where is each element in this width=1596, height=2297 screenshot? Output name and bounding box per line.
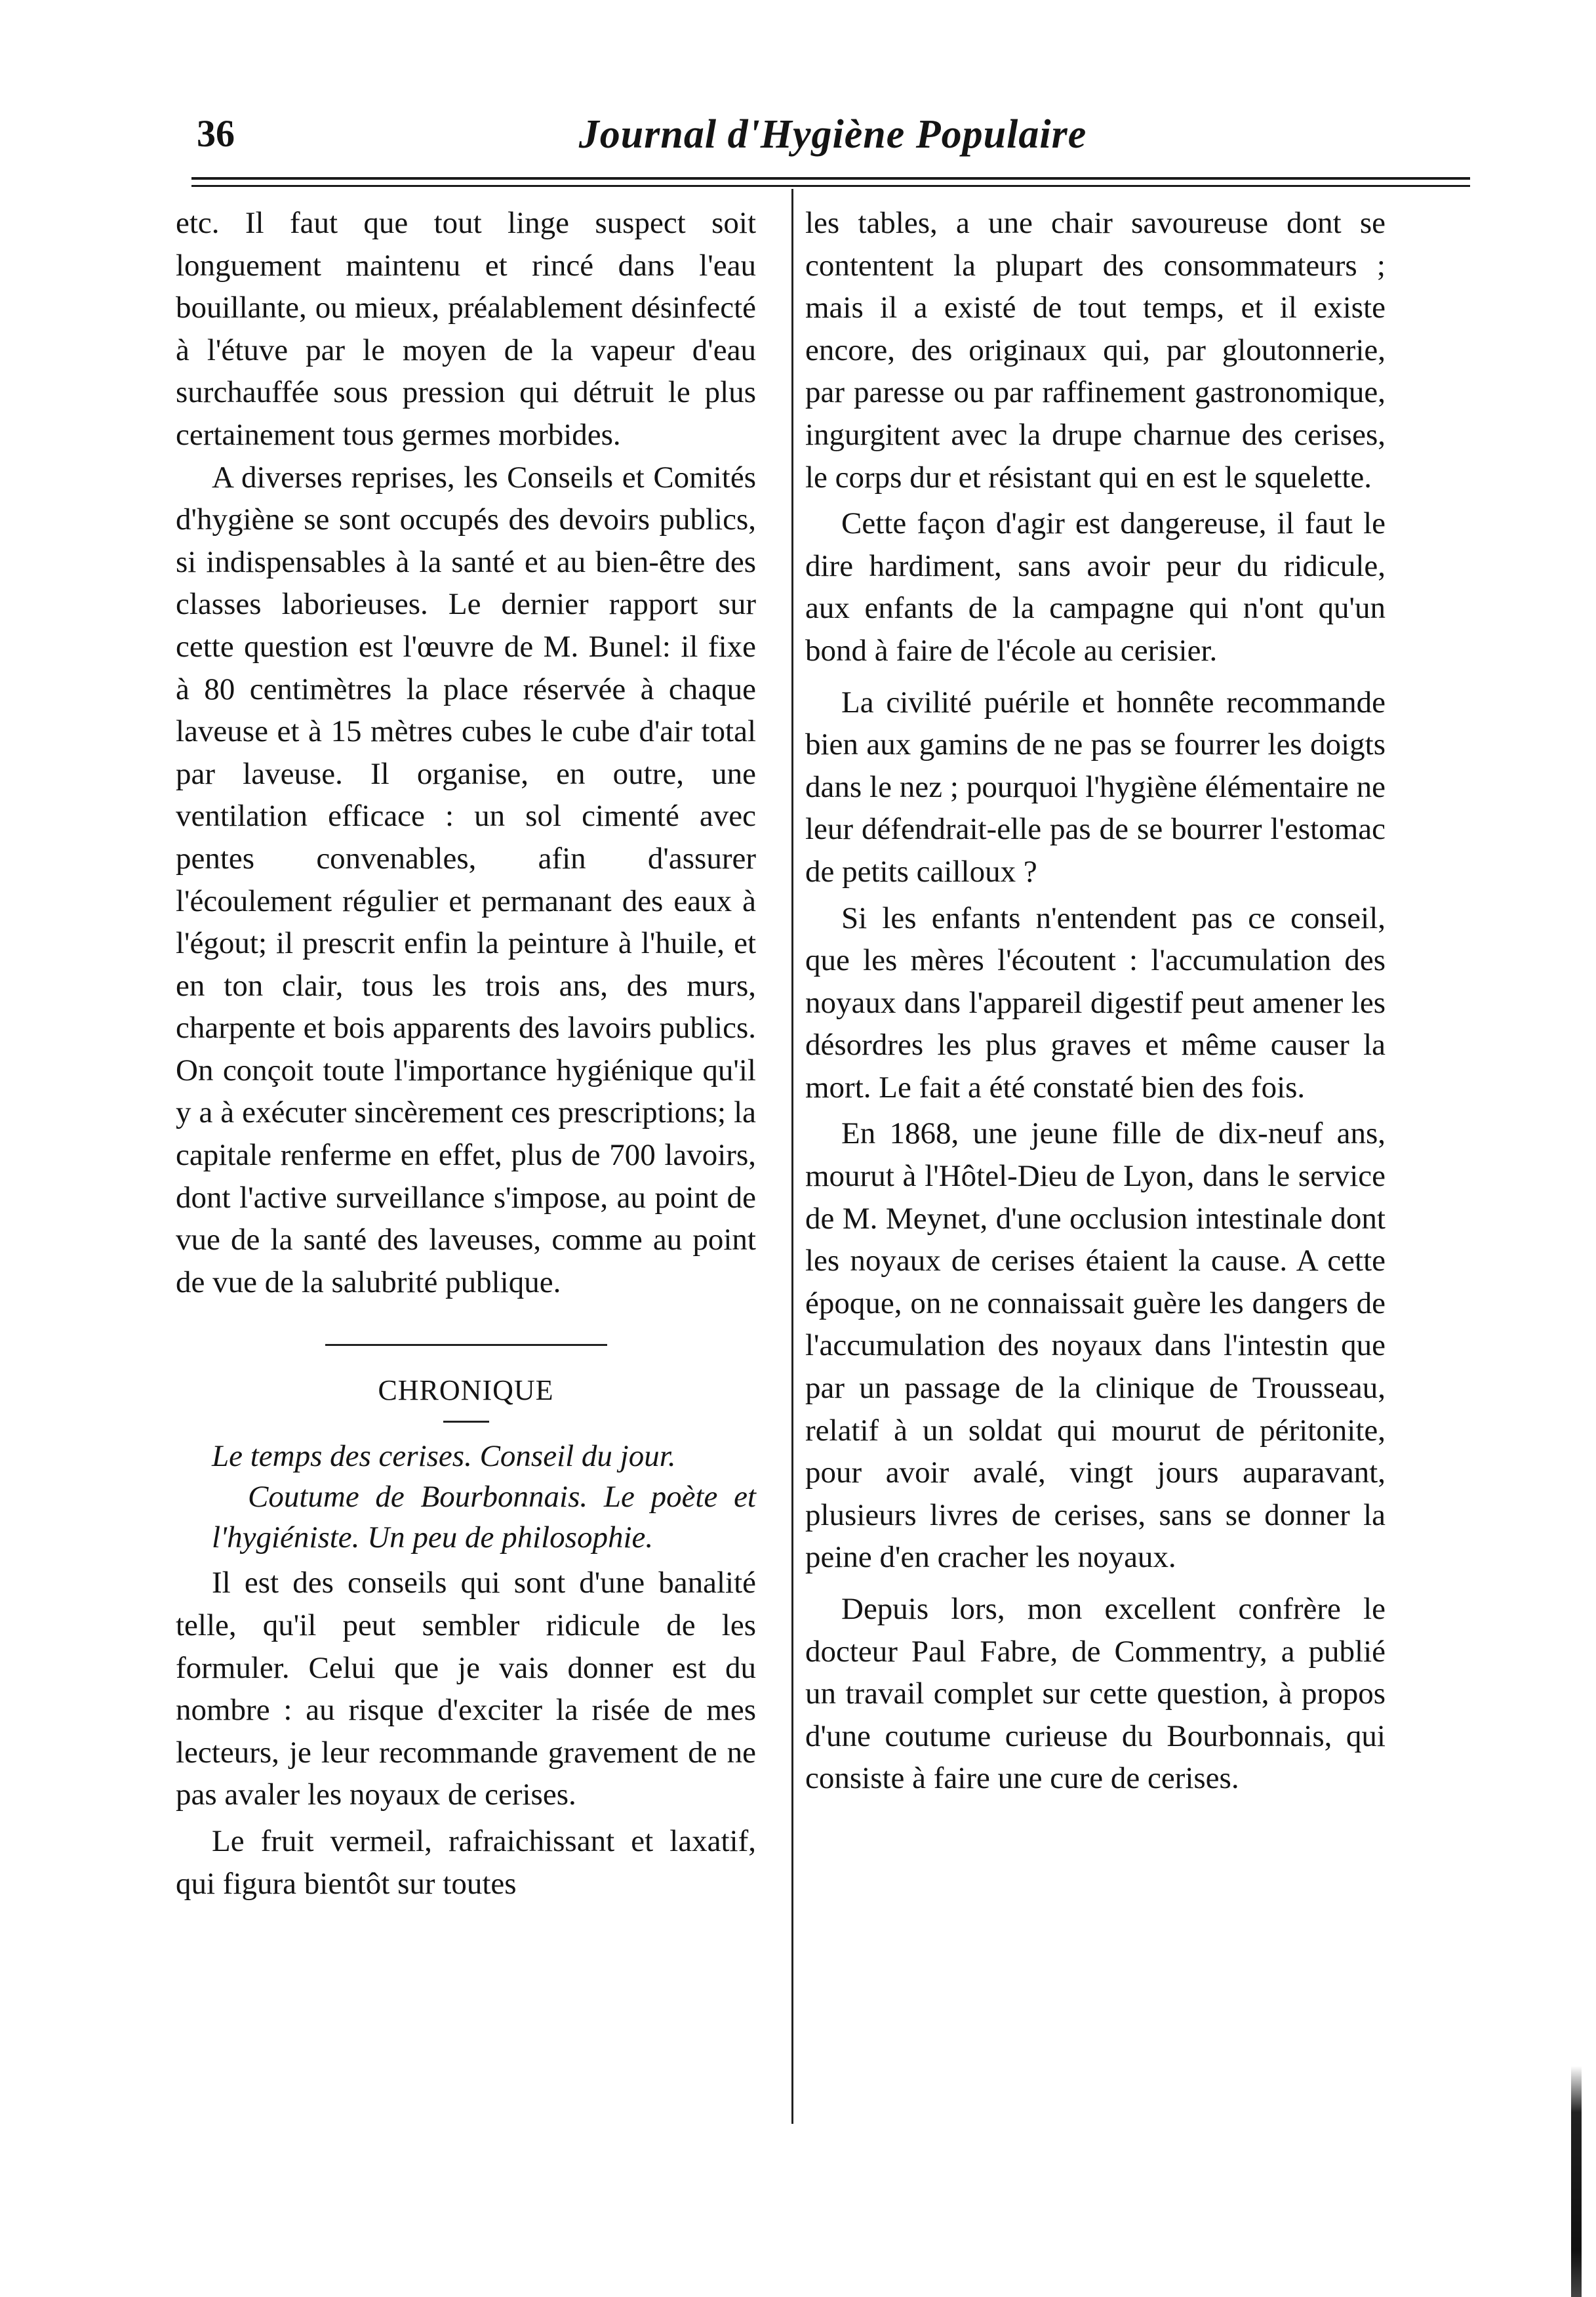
page-header xyxy=(197,112,1469,171)
title-dash xyxy=(443,1421,489,1423)
paragraph: A diverses reprises, les Conseils et Comités d'hygiène se sont occupés des devoirs publics, si indispensables à la santé et au bien-être des classes laborieuses. Le dernier rapport sur cette question est l'œuvre de M. Bunel: il fixe à 80 centimètres la place réservée à chaque laveuse et à 15 mètres cubes le cube d'air total par laveuse. Il organise, en outre, une ventilation efficace : un sol cimenté avec pentes convenables, afin d'assurer l'écoulement régulier et permanant des eaux à l'égout; il prescrit enfin la peinture à l'huile, et en ton clair, tous les trois ans, des murs, charpente et bois apparents des lavoirs publics. On conçoit toute l'importance hygiénique qu'il y a à exécuter sincèrement ces prescriptions; la capitale renferme en effet, plus de 700 lavoirs, dont l'active surveillance s'impose, au point de vue de la santé des laveuses, comme au point de vue de la salubrité publique. xyxy=(176,460,756,1299)
section-title: CHRONIQUE xyxy=(378,1374,554,1407)
paragraph: En 1868, une jeune fille de dix-neuf ans, mourut à l'Hôtel-Dieu de Lyon, dans le service de M. Meynet, d'une occlusion intestinale dont les noyaux de cerises étaient la cause. A cette époque, on ne connaissait guère les dangers de l'accumulation des noyaux dans l'intestin que par un passage de la clinique de Trousseau, relatif à un soldat qui mourut de péritonite, pour avoir avalé, vingt jours auparavant, plusieurs livres de cerises, sans se donner la peine d'en cracher les noyaux. xyxy=(805,1116,1386,1575)
paragraph: La civilité puérile et honnête recommande bien aux gamins de ne pas se fourrer les doigts dans le nez ; pourquoi l'hygiène élémentaire ne leur défendrait-elle pas de se bourrer l'estomac de petits cailloux ? xyxy=(805,685,1386,889)
right-column xyxy=(805,202,1386,1800)
summary-line: Le temps des cerises. Conseil du jour. xyxy=(212,1439,676,1474)
column-divider xyxy=(791,189,793,2124)
page-number: 36 xyxy=(197,112,235,155)
left-column xyxy=(176,202,756,1905)
chronique-summary xyxy=(176,1436,756,1558)
paragraph: Le fruit vermeil, rafraichissant et laxatif, qui figura bientôt sur toutes xyxy=(176,1824,756,1901)
paragraph: les tables, a une chair savoureuse dont se contentent la plupart des consommateurs ; mais il a existé de tout temps, et il existe encore, des originaux qui, par gloutonnerie, par paresse ou par raffinement gastronomique, ingurgitent avec la drupe charnue des cerises, le corps dur et résistant qui en est le squelette. xyxy=(805,206,1386,495)
header-rule-top xyxy=(191,177,1470,180)
paragraph: Si les enfants n'entendent pas ce conseil, que les mères l'écoutent : l'accumulation des noyaux dans l'appareil digestif peut amener les désordres les plus graves et même causer la mort. Le fait a été constaté bien des fois. xyxy=(805,901,1386,1105)
running-title: Journal d'Hygiène Populaire xyxy=(578,112,1087,157)
header-rule-bottom xyxy=(191,185,1470,187)
chronique-body xyxy=(176,1562,756,1905)
paragraph: Cette façon d'agir est dangereuse, il faut le dire hardiment, sans avoir peur du ridicule, aux enfants de la campagne qui n'ont qu'un bond à faire de l'école au cerisier. xyxy=(805,506,1386,668)
binding-edge-mark xyxy=(1571,2066,1582,2297)
paragraph: Il est des conseils qui sont d'une banalité telle, qu'il peut sembler ridicule de les formuler. Celui que je vais donner est du nombre : au risque d'exciter la risée de mes lecteurs, je leur recommande gravement de ne pas avaler les noyaux de cerises. xyxy=(176,1566,756,1812)
paragraph: Depuis lors, mon excellent confrère le docteur Paul Fabre, de Commentry, a publié un travail complet sur cette question, à propos d'une coutume curieuse du Bourbonnais, qui consiste à faire une cure de cerises. xyxy=(805,1592,1386,1796)
summary-line: Coutume de Bourbonnais. Le poète et l'hygiéniste. Un peu de philosophie. xyxy=(212,1480,756,1555)
paragraph: etc. Il faut que tout linge suspect soit longuement maintenu et rincé dans l'eau bouillante, ou mieux, préalablement désinfecté à l'étuve par le moyen de la vapeur d'eau surchauffée sous pression qui détruit le plus certainement tous germes morbides. xyxy=(176,206,756,452)
section-divider xyxy=(325,1344,607,1346)
